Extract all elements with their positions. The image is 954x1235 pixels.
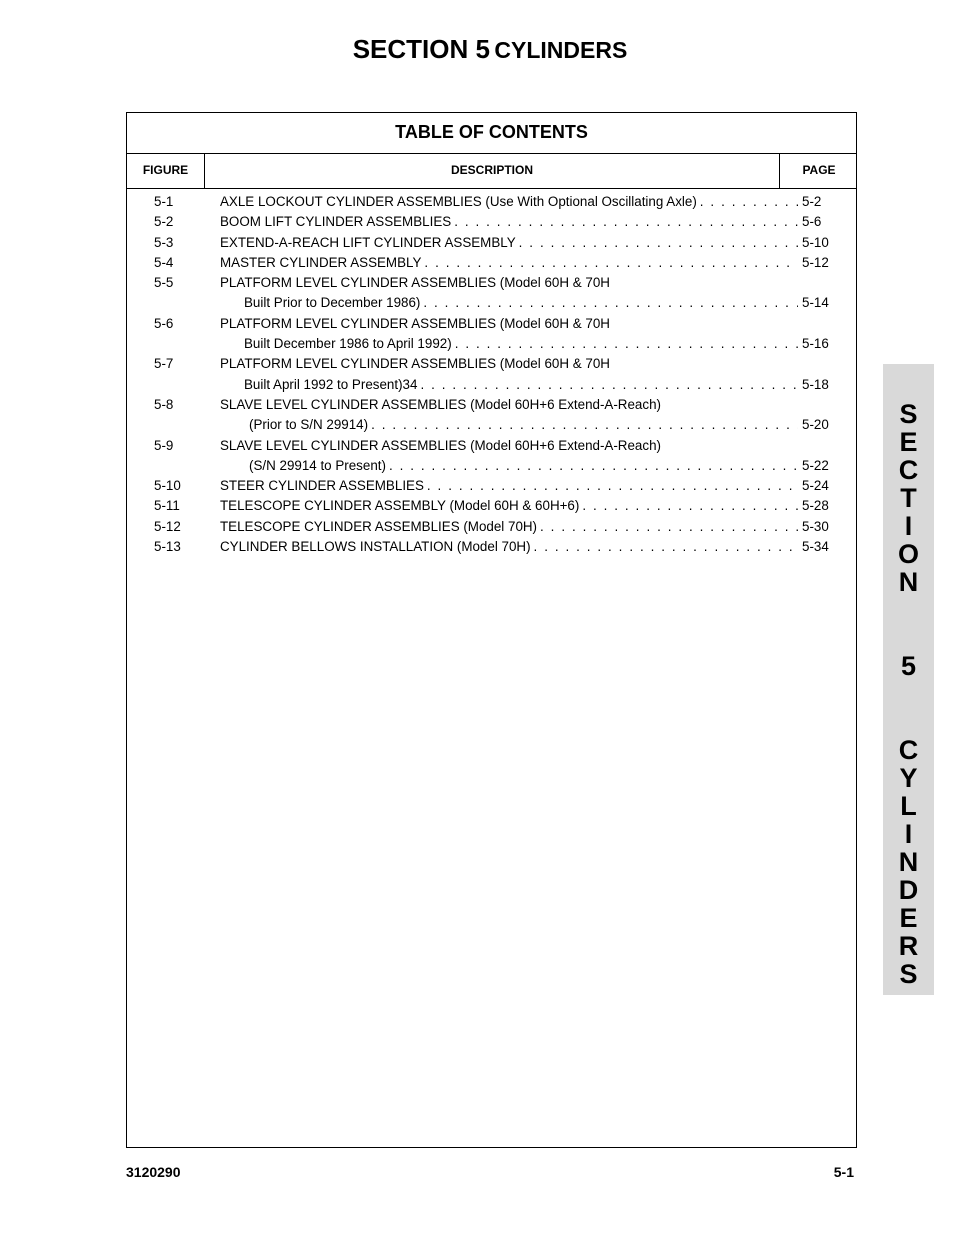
side-tab-letter: I [904, 511, 913, 541]
toc-entry-page: 5-2 [802, 194, 822, 209]
column-header-page: PAGE [779, 154, 858, 188]
page-title [0, 34, 954, 65]
toc-entry-page: 5-34 [802, 539, 829, 555]
side-tab-letter: E [899, 903, 918, 933]
toc-entry [127, 354, 856, 395]
side-tab-letter: Y [899, 763, 918, 793]
toc-entry-figure: 5-7 [154, 356, 174, 372]
dot-leader [371, 415, 798, 435]
toc-entry [127, 314, 856, 355]
toc-entry-description: (Prior to S/N 29914) [249, 417, 369, 433]
dot-leader [700, 192, 798, 212]
toc-entry-description: PLATFORM LEVEL CYLINDER ASSEMBLIES (Model 60H & 70H [220, 356, 610, 372]
page-title-name: CYLINDERS [494, 37, 628, 63]
toc-entry-figure: 5-10 [154, 478, 181, 494]
toc-entry-figure: 5-1 [154, 194, 174, 209]
toc-entry-figure: 5-9 [154, 437, 174, 453]
side-tab-letter: O [897, 539, 919, 569]
toc-entry-page: 5-22 [802, 457, 829, 473]
toc-entry-description: TELESCOPE CYLINDER ASSEMBLIES (Model 70H) [220, 518, 538, 534]
side-tab-letter: C [898, 455, 919, 485]
dot-leader [389, 456, 798, 476]
toc-entry [127, 537, 856, 557]
toc-entry-description: SLAVE LEVEL CYLINDER ASSEMBLIES (Model 60H+6 Extend-A-Reach) [220, 437, 661, 453]
footer-doc-number: 3120290 [126, 1164, 181, 1180]
toc-entry-figure: 5-6 [154, 315, 174, 331]
page-title-section: SECTION 5 [352, 34, 490, 64]
toc-entry-description: EXTEND-A-REACH LIFT CYLINDER ASSEMBLY [220, 234, 516, 250]
toc-entry-description: SLAVE LEVEL CYLINDER ASSEMBLIES (Model 60H+6 Extend-A-Reach) [220, 396, 661, 412]
toc-entry-list [127, 192, 856, 557]
toc-entry [127, 192, 856, 212]
side-tab-letter: N [898, 847, 919, 877]
side-tab-letter: E [899, 427, 918, 457]
toc-entry-description: Built December 1986 to April 1992) [244, 336, 452, 352]
toc-entry-page: 5-10 [802, 234, 829, 250]
dot-leader [423, 293, 798, 313]
side-tab-letter: R [898, 931, 919, 961]
dot-leader [424, 253, 798, 273]
toc-entry-figure: 5-5 [154, 275, 174, 291]
toc-entry-page: 5-18 [802, 376, 829, 392]
toc-entry-page: 5-6 [802, 214, 822, 230]
toc-column-headers [127, 154, 856, 189]
toc-entry-figure: 5-11 [154, 498, 180, 514]
toc-entry-page: 5-30 [802, 518, 829, 534]
dot-leader [534, 537, 798, 557]
toc-entry [127, 476, 856, 496]
toc-entry [127, 517, 856, 537]
side-tab-letter: S [899, 399, 918, 429]
toc-entry-figure: 5-4 [154, 254, 174, 270]
toc-entry [127, 436, 856, 477]
dot-leader [582, 496, 798, 516]
side-tab-letter: D [898, 875, 919, 905]
toc-entry-description: MASTER CYLINDER ASSEMBLY [220, 254, 422, 270]
toc-entry-page: 5-24 [802, 478, 829, 494]
toc-entry-page: 5-12 [802, 254, 829, 270]
toc-entry-figure: 5-13 [154, 539, 181, 555]
toc-entry-description: AXLE LOCKOUT CYLINDER ASSEMBLIES (Use With Optional Oscillating Axle) [220, 194, 697, 209]
side-tab-letter: L [900, 791, 917, 821]
table-of-contents [126, 112, 857, 1148]
toc-entry-description: PLATFORM LEVEL CYLINDER ASSEMBLIES (Model 60H & 70H [220, 315, 610, 331]
toc-entry-figure: 5-3 [154, 234, 174, 250]
toc-entry-figure: 5-2 [154, 214, 174, 230]
side-tab-letter: C [898, 735, 919, 765]
dot-leader [454, 212, 798, 232]
dot-leader [540, 517, 798, 537]
dot-leader [519, 233, 798, 253]
toc-entry [127, 273, 856, 314]
section-side-tab [883, 364, 934, 995]
toc-entry-page: 5-20 [802, 417, 829, 433]
side-tab-letter: 5 [900, 651, 917, 681]
toc-entry-page: 5-28 [802, 498, 829, 514]
toc-entry-figure: 5-8 [154, 396, 174, 412]
toc-entry [127, 253, 856, 273]
toc-entry-page: 5-14 [802, 295, 829, 311]
footer-page-number: 5-1 [833, 1164, 854, 1180]
toc-entry-description: Built Prior to December 1986) [244, 295, 421, 311]
toc-heading: TABLE OF CONTENTS [127, 113, 856, 154]
toc-entry [127, 395, 856, 436]
side-tab-letter: N [898, 567, 919, 597]
dot-leader [427, 476, 798, 496]
side-tab-letters [883, 364, 934, 988]
toc-entry-page: 5-16 [802, 336, 829, 352]
toc-entry-description: TELESCOPE CYLINDER ASSEMBLY (Model 60H & 60H+6) [220, 498, 580, 514]
column-header-figure: FIGURE [127, 154, 205, 188]
dot-leader [455, 334, 798, 354]
side-tab-letter: S [899, 959, 918, 989]
dot-leader [420, 375, 798, 395]
toc-entry-description: PLATFORM LEVEL CYLINDER ASSEMBLIES (Model 60H & 70H [220, 275, 610, 291]
side-tab-letter: I [904, 819, 913, 849]
side-tab-letter: T [900, 483, 917, 513]
toc-entry-description: CYLINDER BELLOWS INSTALLATION (Model 70H) [220, 539, 531, 555]
toc-entry [127, 212, 856, 232]
toc-entry-description: (S/N 29914 to Present) [249, 457, 386, 473]
toc-entry-description: BOOM LIFT CYLINDER ASSEMBLIES [220, 214, 452, 230]
toc-entry-figure: 5-12 [154, 518, 181, 534]
column-header-description: DESCRIPTION [450, 163, 533, 177]
toc-entry-description: Built April 1992 to Present)34 [244, 376, 418, 392]
toc-entry [127, 496, 856, 516]
toc-entry-description: STEER CYLINDER ASSEMBLIES [220, 478, 424, 494]
toc-entry [127, 233, 856, 253]
